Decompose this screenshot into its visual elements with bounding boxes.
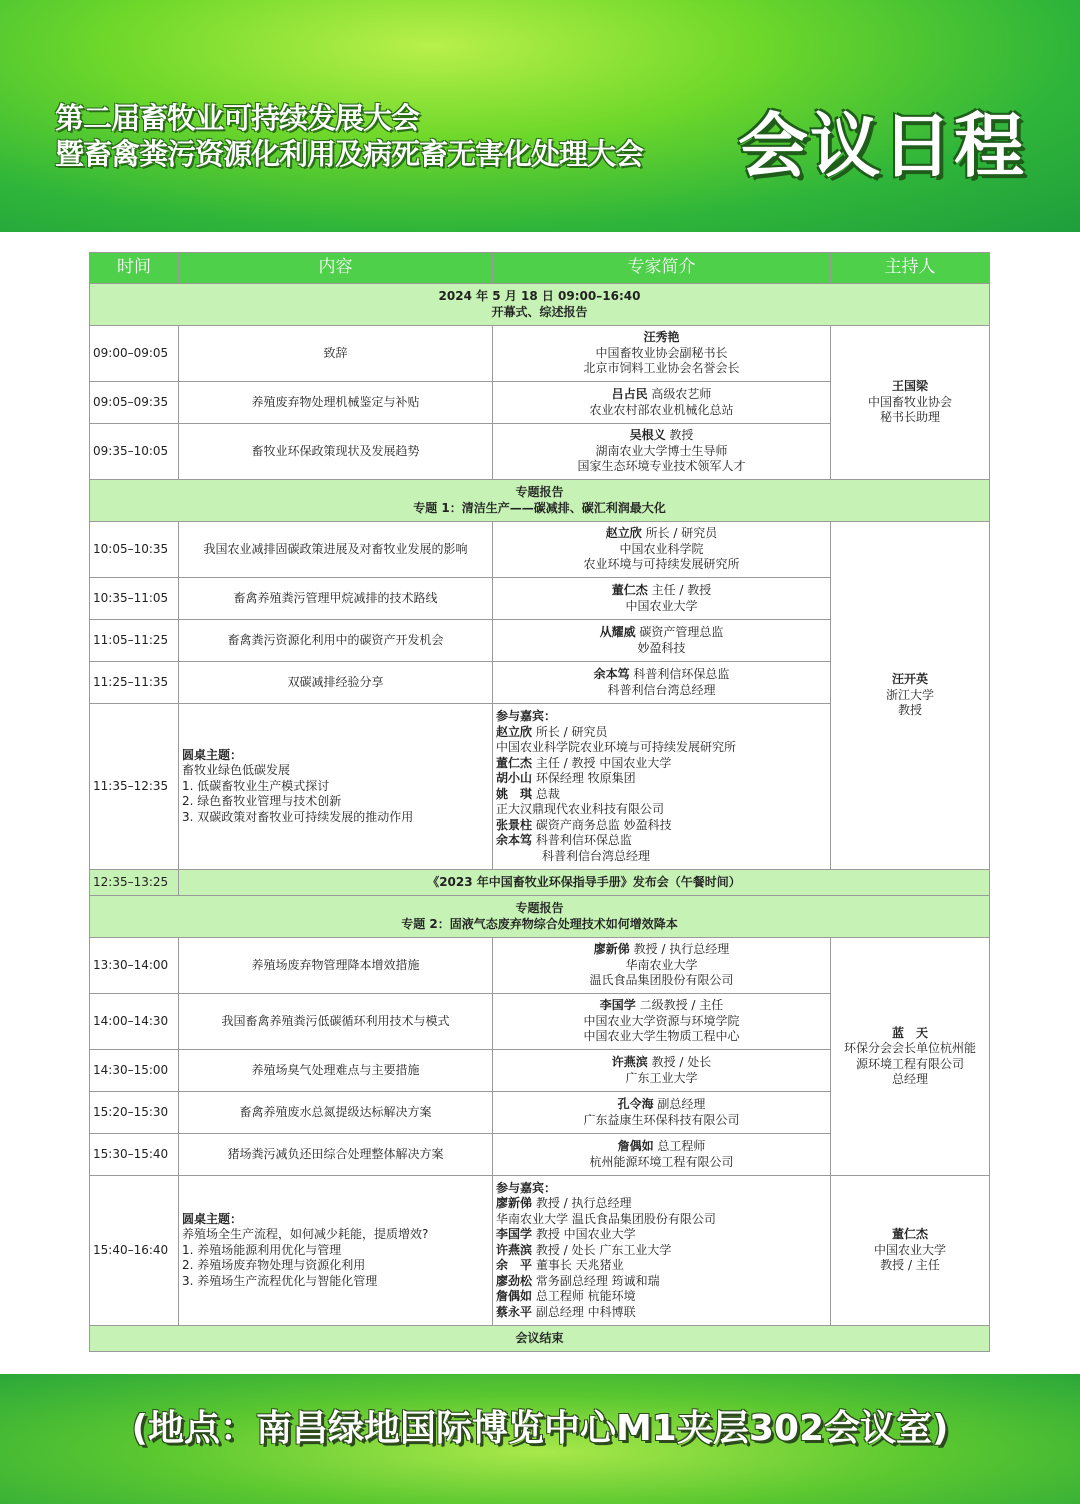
host-cell [831,326,990,480]
host-line: 秘书长助理 [879,410,940,425]
host-name: 蓝 天 [891,1025,928,1040]
expert-line: 中国农业大学生物质工程中心 [583,1029,740,1044]
expert-name: 从耀威 [599,625,636,639]
guest-name: 李国学 [496,1227,533,1242]
roundtable-guests [493,704,831,870]
row-time: 13:30–14:00 [90,938,179,994]
expert-line: 妙盈科技 [637,640,686,655]
expert-line: 农业农村部农业机械化总站 [589,402,734,417]
row-time: 09:35–10:05 [90,424,179,480]
guest-info: 董事长 天兆猪业 [535,1258,624,1273]
guest-info: 副总经理 中科博联 [535,1304,636,1319]
title-line-1: 第二届畜牧业可持续发展大会 [55,101,420,135]
table-header-row [90,253,990,284]
row-content: 养殖场臭气处理难点与主要措施 [179,1050,493,1092]
row-content: 畜禽养殖粪污管理甲烷减排的技术路线 [179,578,493,620]
guest-info: 碳资产商务总监 妙盈科技 [535,817,672,832]
guest-info: 主任 / 教授 中国农业大学 [535,755,672,770]
section-opening [90,284,990,326]
row-content: 畜禽养殖废水总氮提级达标解决方案 [179,1092,493,1134]
row-time: 11:35–12:35 [90,704,179,870]
host-name: 汪开英 [891,672,928,687]
row-time: 10:35–11:05 [90,578,179,620]
expert-name: 李国学 [599,998,636,1013]
expert-name: 董仁杰 [611,583,648,597]
expert-line: 杭州能源环境工程有限公司 [589,1154,734,1169]
row-time: 10:05–10:35 [90,522,179,578]
row-time: 15:20–15:30 [90,1092,179,1134]
row-expert [493,1050,831,1092]
guest-info: 中国农业科学院农业环境与可持续发展研究所 [496,740,737,754]
expert-line: 中国畜牧业协会副秘书长 [595,345,728,360]
roundtable-heading: 圆桌主题： [182,747,243,762]
guest-info: 总裁 [535,786,560,801]
expert-line: 中国农业大学资源与环境学院 [583,1013,740,1028]
host-line: 浙江大学 [885,687,934,702]
roundtable-topic [179,704,493,870]
header-expert: 专家简介 [493,253,831,284]
expert-name: 余本笃 [593,667,630,681]
roundtable-line: 3. 双碳政策对畜牧业可持续发展的推动作用 [182,809,414,824]
expert-name: 汪秀艳 [643,330,680,345]
section-topic-2 [90,896,990,938]
roundtable-row [90,1176,990,1326]
guest-name: 廖劲松 [496,1273,533,1288]
row-time: 11:25–11:35 [90,662,179,704]
row-time: 09:05–09:35 [90,382,179,424]
host-line: 中国畜牧业协会 [867,394,952,409]
guest-info: 科普利信环保总监 [535,833,632,847]
guest-name: 姚 琪 [496,786,533,801]
roundtable-heading: 圆桌主题： [182,1211,243,1226]
roundtable-line: 3. 养殖场生产流程优化与智能化管理 [182,1273,378,1288]
guest-name: 廖新俤 [496,1196,533,1211]
row-content: 畜禽粪污资源化利用中的碳资产开发机会 [179,620,493,662]
expert-name: 詹偶如 [617,1139,654,1153]
expert-name: 廖新俤 [593,942,630,957]
expert-line: 国家生态环境专业技术领军人才 [577,459,746,474]
guests-label: 参与嘉宾： [496,1180,557,1195]
expert-title: 碳资产管理总监 [639,625,724,639]
roundtable-line: 2. 养殖场废弃物处理与资源化利用 [182,1258,366,1273]
row-time: 12:35–13:25 [90,870,179,896]
header-content: 内容 [179,253,493,284]
guest-name: 张景柱 [496,817,533,832]
row-content: 致辞 [179,326,493,382]
roundtable-line: 1. 低碳畜牧业生产模式探讨 [182,778,330,793]
meeting-end: 会议结束 [90,1326,990,1352]
header-host: 主持人 [831,253,990,284]
launch-content: 《2023 年中国畜牧业环保指导手册》发布会（午餐时间） [179,870,990,896]
expert-line: 广东益康生环保科技有限公司 [583,1112,740,1127]
expert-title: 高级农艺师 [651,387,712,401]
guest-name: 余本笃 [496,833,533,847]
row-time: 15:30–15:40 [90,1134,179,1176]
row-expert [493,938,831,994]
row-content: 我国畜禽养殖粪污低碳循环利用技术与模式 [179,994,493,1050]
guest-info: 环保经理 牧原集团 [535,771,636,785]
row-expert [493,1134,831,1176]
host-cell [831,522,990,870]
end-row [90,1326,990,1352]
expert-title: 所长 / 研究员 [645,526,718,541]
row-content: 我国农业减排固碳政策进展及对畜牧业发展的影响 [179,522,493,578]
row-time: 09:00–09:05 [90,326,179,382]
expert-line: 华南农业大学 [625,957,698,972]
section-topic: 开幕式、综述报告 [491,304,588,319]
row-time: 15:40–16:40 [90,1176,179,1326]
expert-line: 北京市饲料工业协会名誉会长 [583,361,740,376]
host-name: 董仁杰 [891,1227,928,1242]
expert-line: 中国农业大学 [625,598,698,613]
expert-title: 教授 / 执行总经理 [633,942,730,957]
header-time: 时间 [90,253,179,284]
guest-info: 教授 / 处长 广东工业大学 [535,1242,672,1257]
row-content: 畜牧业环保政策现状及发展趋势 [179,424,493,480]
guest-info: 正大汉鼎现代农业科技有限公司 [496,802,665,816]
launch-row [90,870,990,896]
host-line: 教授 [897,703,922,718]
roundtable-line: 养殖场全生产流程，如何减少耗能，提质增效? [182,1227,429,1242]
section-label: 专题报告 [515,901,564,915]
row-content: 养殖场废弃物管理降本增效措施 [179,938,493,994]
roundtable-line: 2. 绿色畜牧业管理与技术创新 [182,794,342,809]
row-content: 双碳减排经验分享 [179,662,493,704]
section-date: 2024 年 5 月 18 日 09:00–16:40 [438,289,641,303]
row-time: 14:30–15:00 [90,1050,179,1092]
section-topic-1 [90,480,990,522]
guest-name: 许燕滨 [496,1242,533,1257]
expert-name: 许燕滨 [611,1055,648,1069]
guest-name: 詹偶如 [496,1289,533,1304]
expert-line: 中国农业科学院 [619,541,704,556]
guest-name: 蔡永平 [496,1304,533,1319]
expert-line: 科普利信台湾总经理 [607,682,716,697]
roundtable-topic [179,1176,493,1326]
host-line: 源环境工程有限公司 [855,1056,964,1071]
guest-info: 教授 中国农业大学 [535,1227,636,1242]
guest-info: 科普利信台湾总经理 [542,848,651,863]
row-expert [493,662,831,704]
expert-title: 总工程师 [657,1139,706,1153]
host-line: 环保分会会长单位杭州能 [843,1041,976,1055]
guest-name: 董仁杰 [496,755,533,770]
guest-info: 总工程师 杭能环境 [535,1289,636,1304]
section-topic: 专题 2：固液气态废弃物综合处理技术如何增效降本 [401,916,678,931]
row-expert [493,1092,831,1134]
guest-info: 教授 / 执行总经理 [535,1196,632,1211]
expert-title: 副总经理 [657,1097,706,1111]
table-row [90,522,990,578]
expert-line: 农业环境与可持续发展研究所 [583,557,740,572]
expert-line: 温氏食品集团股份有限公司 [589,973,734,988]
guests-label: 参与嘉宾： [496,709,557,723]
venue-text: (地点：南昌绿地国际博览中心M1夹层302会议室) [131,1408,949,1449]
row-expert [493,326,831,382]
guest-info: 华南农业大学 温氏食品集团股份有限公司 [496,1211,716,1226]
guest-info: 所长 / 研究员 [535,724,608,739]
row-time: 14:00–14:30 [90,994,179,1050]
expert-name: 赵立欣 [605,526,642,541]
expert-line: 湖南农业大学博士生导师 [595,443,728,458]
expert-title: 二级教授 / 主任 [639,998,724,1013]
expert-line: 广东工业大学 [625,1070,698,1085]
conference-title [55,100,643,172]
row-expert [493,424,831,480]
schedule-table [89,252,990,1352]
section-label: 专题报告 [515,485,564,499]
expert-title: 教授 / 处长 [651,1055,712,1069]
expert-title: 主任 / 教授 [651,583,712,597]
expert-title: 教授 [669,428,694,443]
title-line-2: 暨畜禽粪污资源化利用及病死畜无害化处理大会 [55,137,644,171]
table-row [90,326,990,382]
guest-info: 常务副总经理 筠诚和瑞 [535,1273,660,1288]
table-row [90,938,990,994]
guest-name: 余 平 [496,1258,533,1273]
expert-name: 孔令海 [617,1097,654,1111]
guest-name: 赵立欣 [496,724,533,739]
expert-name: 吴根义 [629,428,666,443]
roundtable-guests [493,1176,831,1326]
host-cell [831,1176,990,1326]
row-content: 养殖废弃物处理机械鉴定与补贴 [179,382,493,424]
row-expert [493,578,831,620]
schedule-title: 会议日程 [738,105,1026,187]
host-cell [831,938,990,1176]
host-name: 王国梁 [891,379,928,394]
row-expert [493,522,831,578]
section-topic: 专题 1：清洁生产——碳减排、碳汇利润最大化 [413,500,666,515]
row-expert [493,620,831,662]
host-line: 教授 / 主任 [880,1258,940,1273]
row-content: 猪场粪污减负还田综合处理整体解决方案 [179,1134,493,1176]
host-line: 中国农业大学 [873,1242,946,1257]
roundtable-line: 畜牧业绿色低碳发展 [182,763,291,778]
row-expert [493,994,831,1050]
expert-title: 科普利信环保总监 [633,667,730,681]
expert-name: 吕占民 [611,387,648,401]
row-expert [493,382,831,424]
row-time: 11:05–11:25 [90,620,179,662]
host-line: 总经理 [891,1072,928,1086]
guest-name: 胡小山 [496,771,533,785]
roundtable-line: 1. 养殖场能源利用优化与管理 [182,1242,342,1257]
